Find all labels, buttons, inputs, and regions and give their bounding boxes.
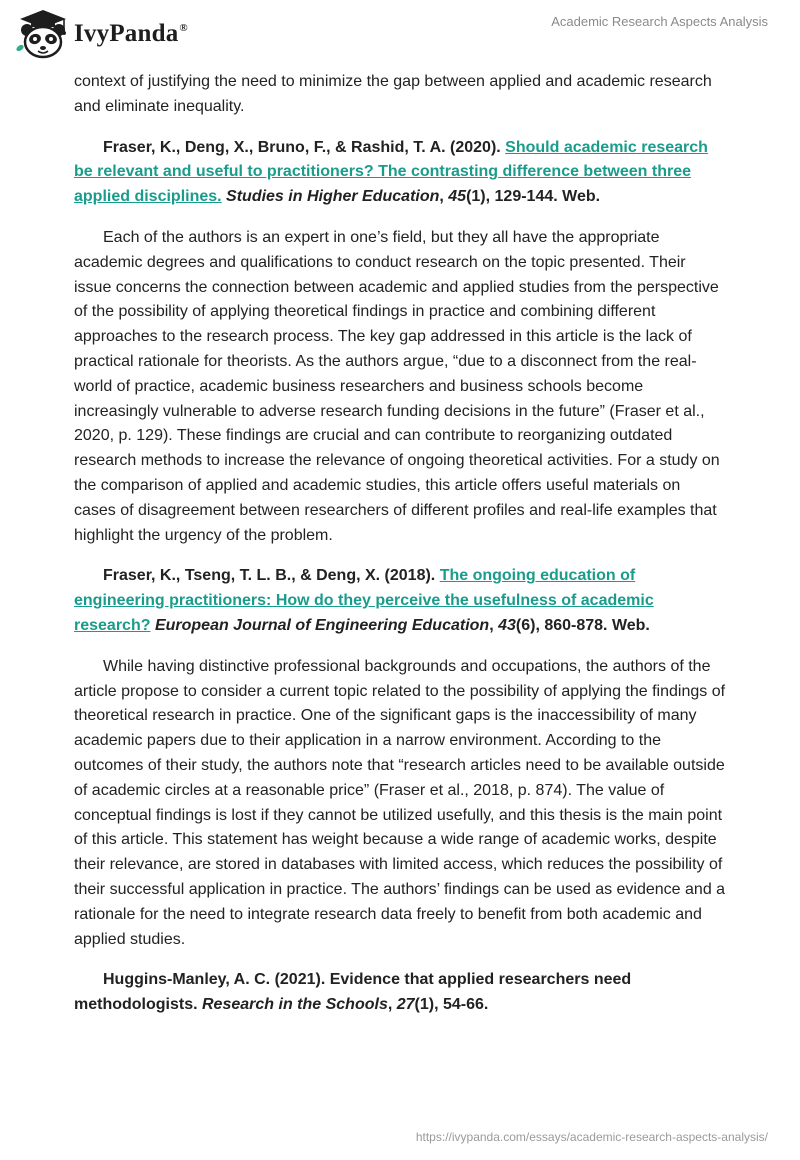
source-url[interactable]: https://ivypanda.com/essays/academic-research-aspects-analysis/: [415, 1130, 768, 1144]
reference-link-fraser-2020[interactable]: Should academic research be relevant and useful to practitioners? The contrasting difference between three applied disciplines.: [74, 138, 708, 206]
reference-fraser-2020: Fraser, K., Deng, X., Bruno, F., & Rashid, T. A. (2020). Should academic research be relevant and useful to practitioners? The contrasting difference between three applied disciplines. Studies in Higher Education, 45(1), 129-144. Web.: [74, 138, 708, 206]
panda-graduate-icon: [14, 8, 72, 60]
annotation-fraser-2020: Each of the authors is an expert in one’s field, but they all have the appropriate academic degrees and qualifications to conduct research on the topic presented. Their issue concerns the connection between academic and applied studies from the perspective of the possibility of applying theoretical findings in practice and combining different approaches to the research process. The key gap addressed in this article is the lack of practical rationale for theorists. As the authors argue, “due to a disconnect from the real-world of practice, academic business researchers and business schools become increasingly vulnerable to adverse research funding decisions in the future” (Fraser et al., 2020, p. 129). These findings are crucial and can contribute to reorganizing outdated research methods to increase the relevance of ongoing theoretical activities. For a study on the comparison of applied and academic studies, this article offers useful materials on cases of disagreement between researchers of different profiles and real-life examples that highlight the urgency of the problem.: [74, 228, 720, 544]
paragraph-continuation: context of justifying the need to minimize the gap between applied and academic research and eliminate inequality.: [74, 73, 712, 115]
document-body: [74, 70, 726, 1034]
reference-fraser-2018: Fraser, K., Tseng, T. L. B., & Deng, X. (2018). The ongoing education of engineering practitioners: How do they perceive the usefulness of academic research? European Journal of Engineering Education, 43(6), 860-878. Web.: [74, 567, 654, 634]
document-title: Academic Research Aspects Analysis: [551, 14, 768, 29]
brand-name: IvyPanda®: [74, 20, 188, 47]
page-header: [0, 0, 800, 70]
reference-huggins-manley-2021: Huggins-Manley, A. C. (2021). Evidence that applied researchers need methodologists. Research in the Schools, 27(1), 54-66.: [74, 971, 632, 1014]
annotation-fraser-2018: While having distinctive professional backgrounds and occupations, the authors of the article propose to consider a current topic related to the possibility of applying the findings of theoretical research in practice. One of the significant gaps is the inaccessibility of many academic papers due to their application in a narrow environment. According to the outcomes of their study, the authors note that “research articles need to be available outside of academic circles at a reasonable price” (Fraser et al., 2018, p. 874). The value of conceptual findings is lost if they cannot be utilized usefully, and this thesis is the main point of this article. This statement has weight because a wide range of academic works, despite their relevance, are stored in databases with limited access, which reduces the possibility of their successful application in practice. The authors’ findings can be used as evidence and a rationale for the need to integrate research data freely to benefit from both academic and applied studies.: [74, 657, 726, 948]
reference-link-fraser-2018[interactable]: The ongoing education of engineering practitioners: How do they perceive the usefulness of academic research?: [74, 567, 654, 634]
ivypanda-logo[interactable]: [14, 8, 188, 60]
